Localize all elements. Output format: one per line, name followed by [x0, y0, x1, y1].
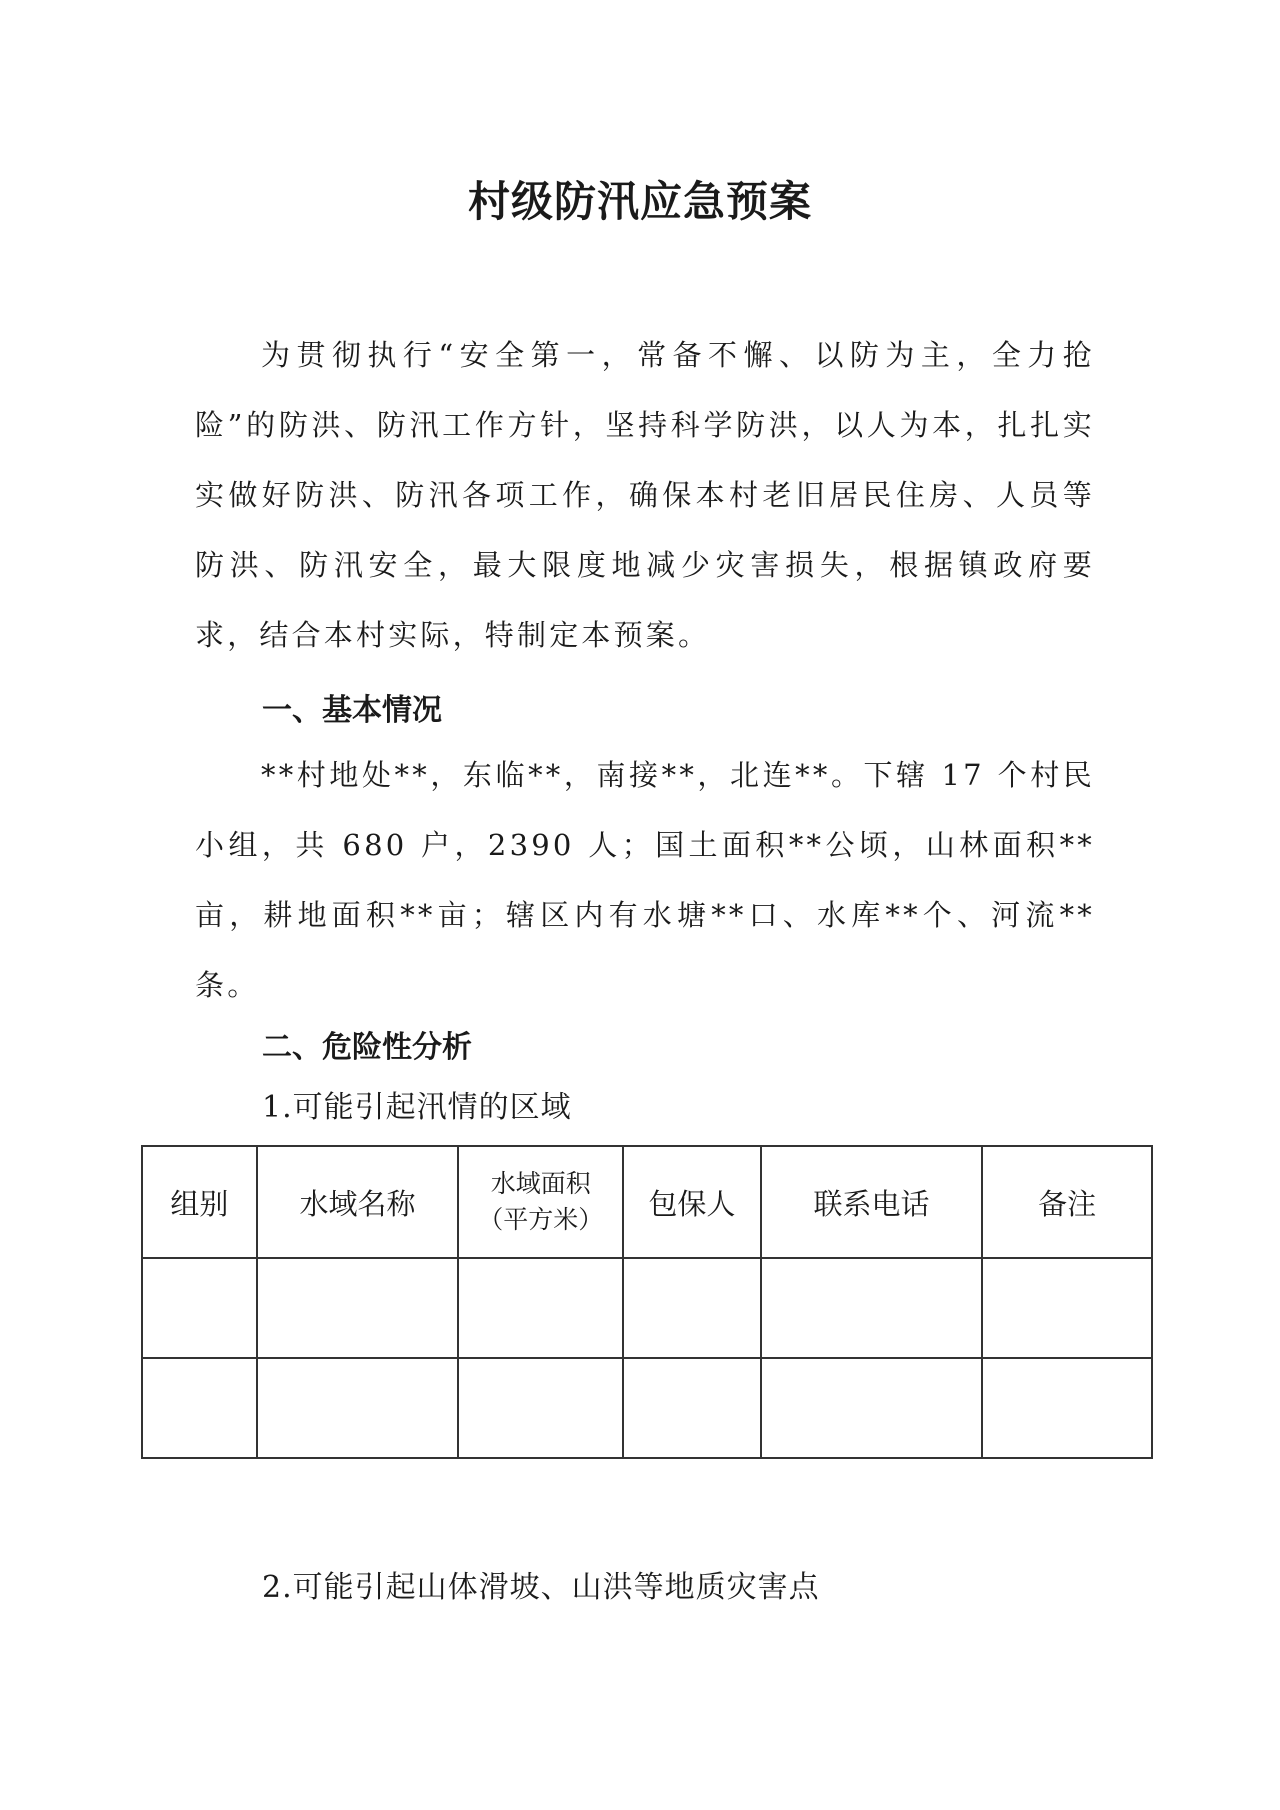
- table-cell: [142, 1258, 257, 1358]
- table-cell: [623, 1358, 761, 1458]
- table-cell: [257, 1358, 459, 1458]
- table-cell: [761, 1358, 983, 1458]
- table-cell: [982, 1258, 1152, 1358]
- header-water-area: [458, 1146, 623, 1258]
- header-water-area-line2: （平方米）: [478, 1205, 604, 1234]
- table-cell: [458, 1358, 623, 1458]
- table-cell: [982, 1358, 1152, 1458]
- table-cell: [458, 1258, 623, 1358]
- table-cell: [623, 1258, 761, 1358]
- table-cell: [142, 1358, 257, 1458]
- header-phone: 联系电话: [761, 1146, 983, 1258]
- header-water-name: 水域名称: [257, 1146, 459, 1258]
- table-row: [142, 1358, 1152, 1458]
- table-cell: [257, 1258, 459, 1358]
- section1-paragraph: **村地处**，东临**，南接**，北连**。下辖 17 个村民小组，共 680 户，2390 人；国土面积**公顷，山林面积**亩，耕地面积**亩；辖区内有水塘**口、水库**个、河流**条。: [195, 758, 1095, 1002]
- table-header-row: [142, 1146, 1152, 1258]
- header-guarantor: 包保人: [623, 1146, 761, 1258]
- header-group: 组别: [142, 1146, 257, 1258]
- header-remark: 备注: [982, 1146, 1152, 1258]
- header-water-area-line1: 水域面积: [490, 1169, 591, 1198]
- subsection-1-heading: 1.可能引起汛情的区域: [262, 1090, 572, 1125]
- section1-heading: 一、基本情况: [262, 693, 442, 728]
- flood-region-table: [141, 1145, 1153, 1459]
- page-title: 村级防汛应急预案: [467, 177, 812, 226]
- intro-paragraph: 为贯彻执行“安全第一，常备不懈、以防为主，全力抢险”的防洪、防汛工作方针，坚持科学防洪，以人为本，扎扎实实做好防洪、防汛各项工作，确保本村老旧居民住房、人员等防洪、防汛安全，最大限度地减少灾害损失，根据镇政府要求，结合本村实际，特制定本预案。: [195, 338, 1095, 652]
- table-cell: [761, 1258, 983, 1358]
- subsection-2-heading: 2.可能引起山体滑坡、山洪等地质灾害点: [262, 1570, 820, 1605]
- table-row: [142, 1258, 1152, 1358]
- section2-heading: 二、危险性分析: [262, 1030, 472, 1065]
